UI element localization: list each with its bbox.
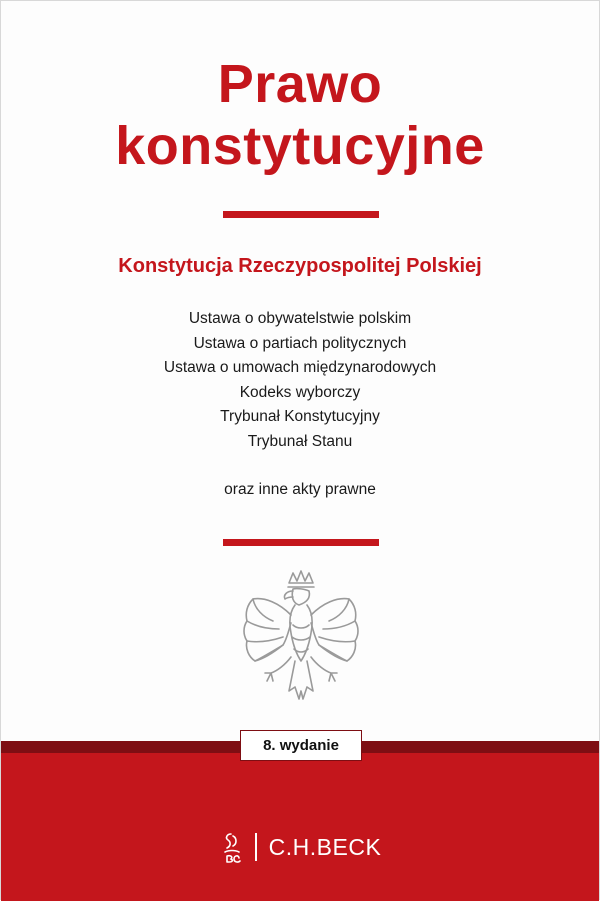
publisher-mark xyxy=(1,827,599,867)
list-item: Ustawa o umowach międzynarodowych xyxy=(163,359,437,376)
book-subtitle: Konstytucja Rzeczypospolitej Polskiej xyxy=(118,255,482,277)
book-title xyxy=(1,53,599,177)
other-acts-note: oraz inne akty prawne xyxy=(224,481,376,498)
publisher-separator xyxy=(255,833,257,861)
ch-beck-logo-icon xyxy=(219,830,245,864)
list-item: Ustawa o partiach politycznych xyxy=(193,334,407,352)
polish-eagle-icon xyxy=(233,569,369,721)
title-line-2: konstytucyjne xyxy=(115,116,485,176)
list-item: Trybunał Konstytucyjny xyxy=(220,408,380,425)
title-line-1: Prawo xyxy=(217,54,383,114)
top-divider xyxy=(223,211,379,218)
acts-list xyxy=(1,307,599,454)
bottom-divider xyxy=(223,539,379,546)
edition-badge: 8. wydanie xyxy=(240,730,362,761)
list-item: Ustawa o obywatelstwie polskim xyxy=(188,310,412,327)
publisher-name: C.H.BECK xyxy=(268,833,382,860)
list-item: Kodeks wyborczy xyxy=(239,383,361,401)
list-item: Trybunał Stanu xyxy=(247,432,353,450)
